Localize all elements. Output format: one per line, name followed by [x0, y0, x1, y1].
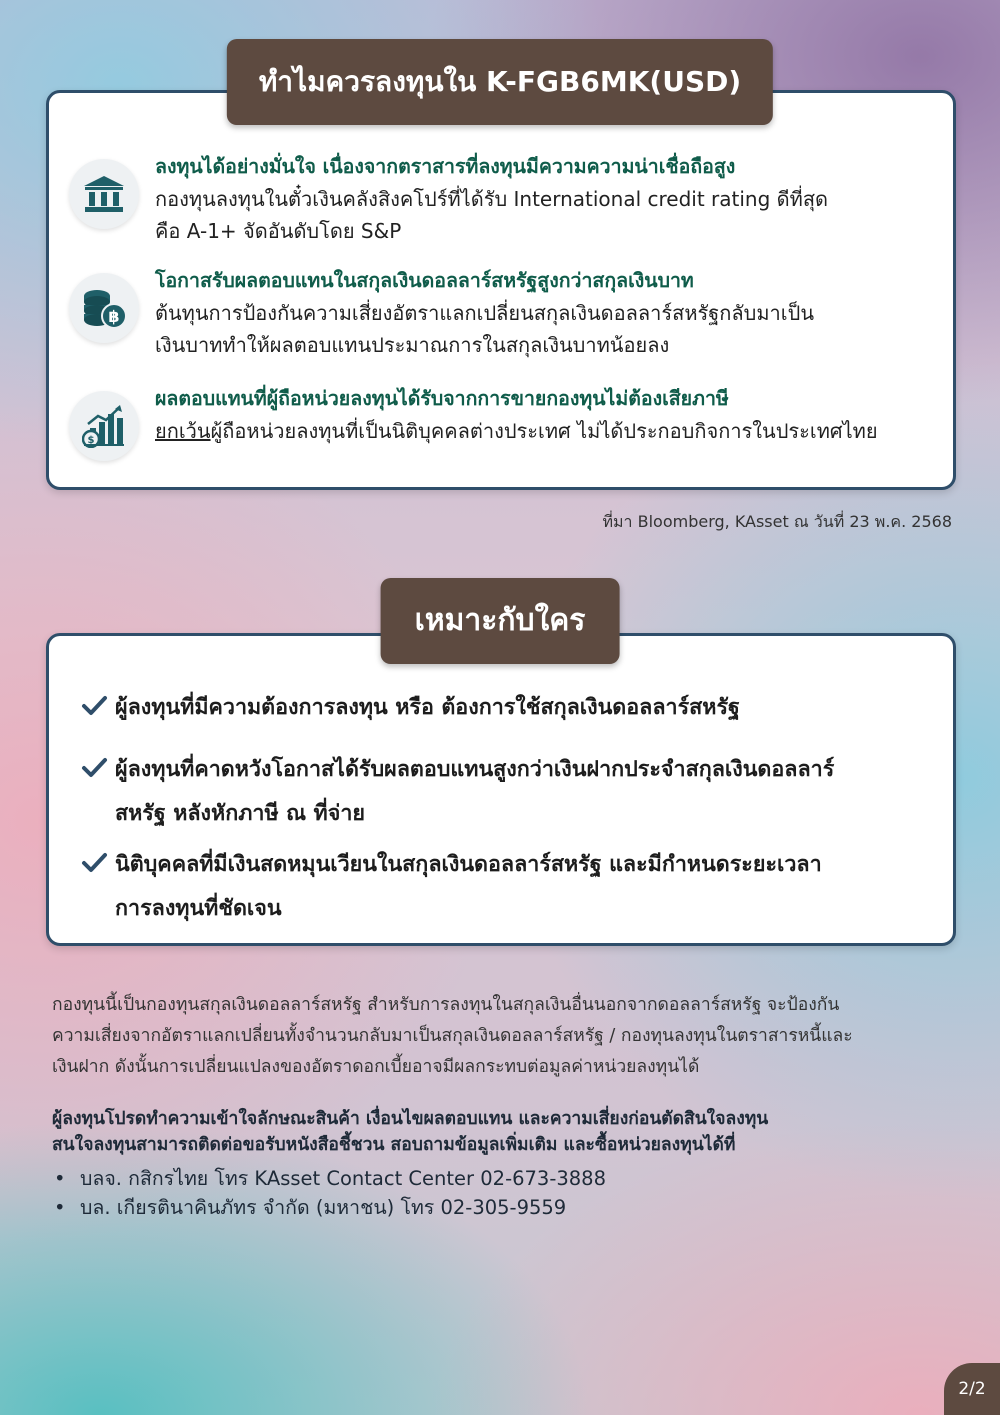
bank-icon	[69, 159, 139, 229]
why-invest-title: ทำไมควรลงทุนใน K-FGB6MK(USD)	[227, 39, 773, 125]
reason-heading: ผลตอบแทนที่ผู้ถือหน่วยลงทุนได้รับจากการขายกองทุนไม่ต้องเสียภาษี	[155, 387, 729, 410]
check-icon	[79, 690, 109, 720]
fund-note-line: เงินฝาก ดังนั้นการเปลี่ยนแปลงของอัตราดอกเบี้ยอาจมีผลกระทบต่อมูลค่าหน่วยลงทุนได้	[52, 1057, 700, 1077]
growth-chart-coins-icon	[69, 391, 139, 461]
svg-text:$: $	[87, 435, 95, 446]
investor-advice	[52, 1106, 957, 1158]
source-note: ที่มา Bloomberg, KAsset ณ วันที่ 23 พ.ค. 2568	[602, 512, 952, 531]
exception-underlined: ยกเว้น	[155, 419, 211, 443]
page-number: 2/2	[944, 1363, 1000, 1415]
reason-text-line: เงินบาททำให้ผลตอบแทนประมาณการในสกุลเงินบาทน้อยลง	[155, 333, 670, 357]
reason-item	[69, 151, 931, 247]
suitable-text: ผู้ลงทุนที่คาดหวังโอกาสได้รับผลตอบแทนสูงกว่าเงินฝากประจำสกุลเงินดอลลาร์	[115, 757, 835, 782]
reason-text-line: ต้นทุนการป้องกันความเสี่ยงอัตราแลกเปลี่ยนสกุลเงินดอลลาร์สหรัฐกลับมาเป็น	[155, 301, 814, 325]
suitable-text: สหรัฐ หลังหักภาษี ณ ที่จ่าย	[115, 801, 366, 826]
advice-line: ผู้ลงทุนโปรดทำความเข้าใจลักษณะสินค้า เงื่อนไขผลตอบแทน และความเสี่ยงก่อนตัดสินใจลงทุน	[52, 1109, 769, 1129]
baht-coins-icon	[69, 273, 139, 343]
why-invest-card	[46, 90, 956, 490]
svg-text:฿: ฿	[108, 307, 120, 326]
reason-text-line	[155, 415, 931, 447]
reason-item	[69, 383, 931, 447]
check-icon	[79, 847, 109, 877]
suitable-for-card	[46, 633, 956, 946]
fund-note-line: กองทุนนี้เป็นกองทุนสกุลเงินดอลลาร์สหรัฐ สำหรับการลงทุนในสกุลเงินอื่นนอกจากดอลลาร์สหรัฐ จะป้องกัน	[52, 995, 840, 1015]
suitable-text: การลงทุนที่ชัดเจน	[115, 896, 282, 921]
fund-note	[52, 990, 957, 1083]
suitable-item	[79, 686, 923, 730]
reason-heading: โอกาสรับผลตอบแทนในสกุลเงินดอลลาร์สหรัฐสูงกว่าสกุลเงินบาท	[155, 269, 694, 292]
reason-heading: ลงทุนได้อย่างมั่นใจ เนื่องจากตราสารที่ลงทุนมีความความน่าเชื่อถือสูง	[155, 155, 736, 178]
check-icon	[79, 752, 109, 782]
contact-list	[52, 1164, 606, 1222]
reason-text-line: กองทุนลงทุนในตั๋วเงินคลังสิงคโปร์ที่ได้รับ International credit rating ดีที่สุด	[155, 187, 829, 211]
suitable-text: นิติบุคคลที่มีเงินสดหมุนเวียนในสกุลเงินดอลลาร์สหรัฐ และมีกำหนดระยะเวลา	[115, 852, 822, 877]
suitable-item	[79, 843, 923, 931]
exception-text: ผู้ถือหน่วยลงทุนที่เป็นนิติบุคคลต่างประเทศ ไม่ได้ประกอบกิจการในประเทศไทย	[210, 419, 878, 443]
reason-item	[69, 265, 931, 361]
suitable-item	[79, 748, 923, 836]
contact-item: • บล. เกียรตินาคินภัทร จำกัด (มหาชน) โทร 02-305-9559	[52, 1193, 606, 1222]
contact-item: • บลจ. กสิกรไทย โทร KAsset Contact Center 02-673-3888	[52, 1164, 606, 1193]
reason-text-line: คือ A-1+ จัดอันดับโดย S&P	[155, 219, 402, 243]
fund-note-line: ความเสี่ยงจากอัตราแลกเปลี่ยนทั้งจำนวนกลับมาเป็นสกุลเงินดอลลาร์สหรัฐ / กองทุนลงทุนในตราสารหนี้และ	[52, 1026, 853, 1046]
suitable-text: ผู้ลงทุนที่มีความต้องการลงทุน หรือ ต้องการใช้สกุลเงินดอลลาร์สหรัฐ	[115, 695, 740, 720]
advice-line: สนใจลงทุนสามารถติดต่อขอรับหนังสือชี้ชวน สอบถามข้อมูลเพิ่มเติม และซื้อหน่วยลงทุนได้ที่	[52, 1135, 736, 1155]
suitable-for-title: เหมาะกับใคร	[381, 578, 620, 664]
